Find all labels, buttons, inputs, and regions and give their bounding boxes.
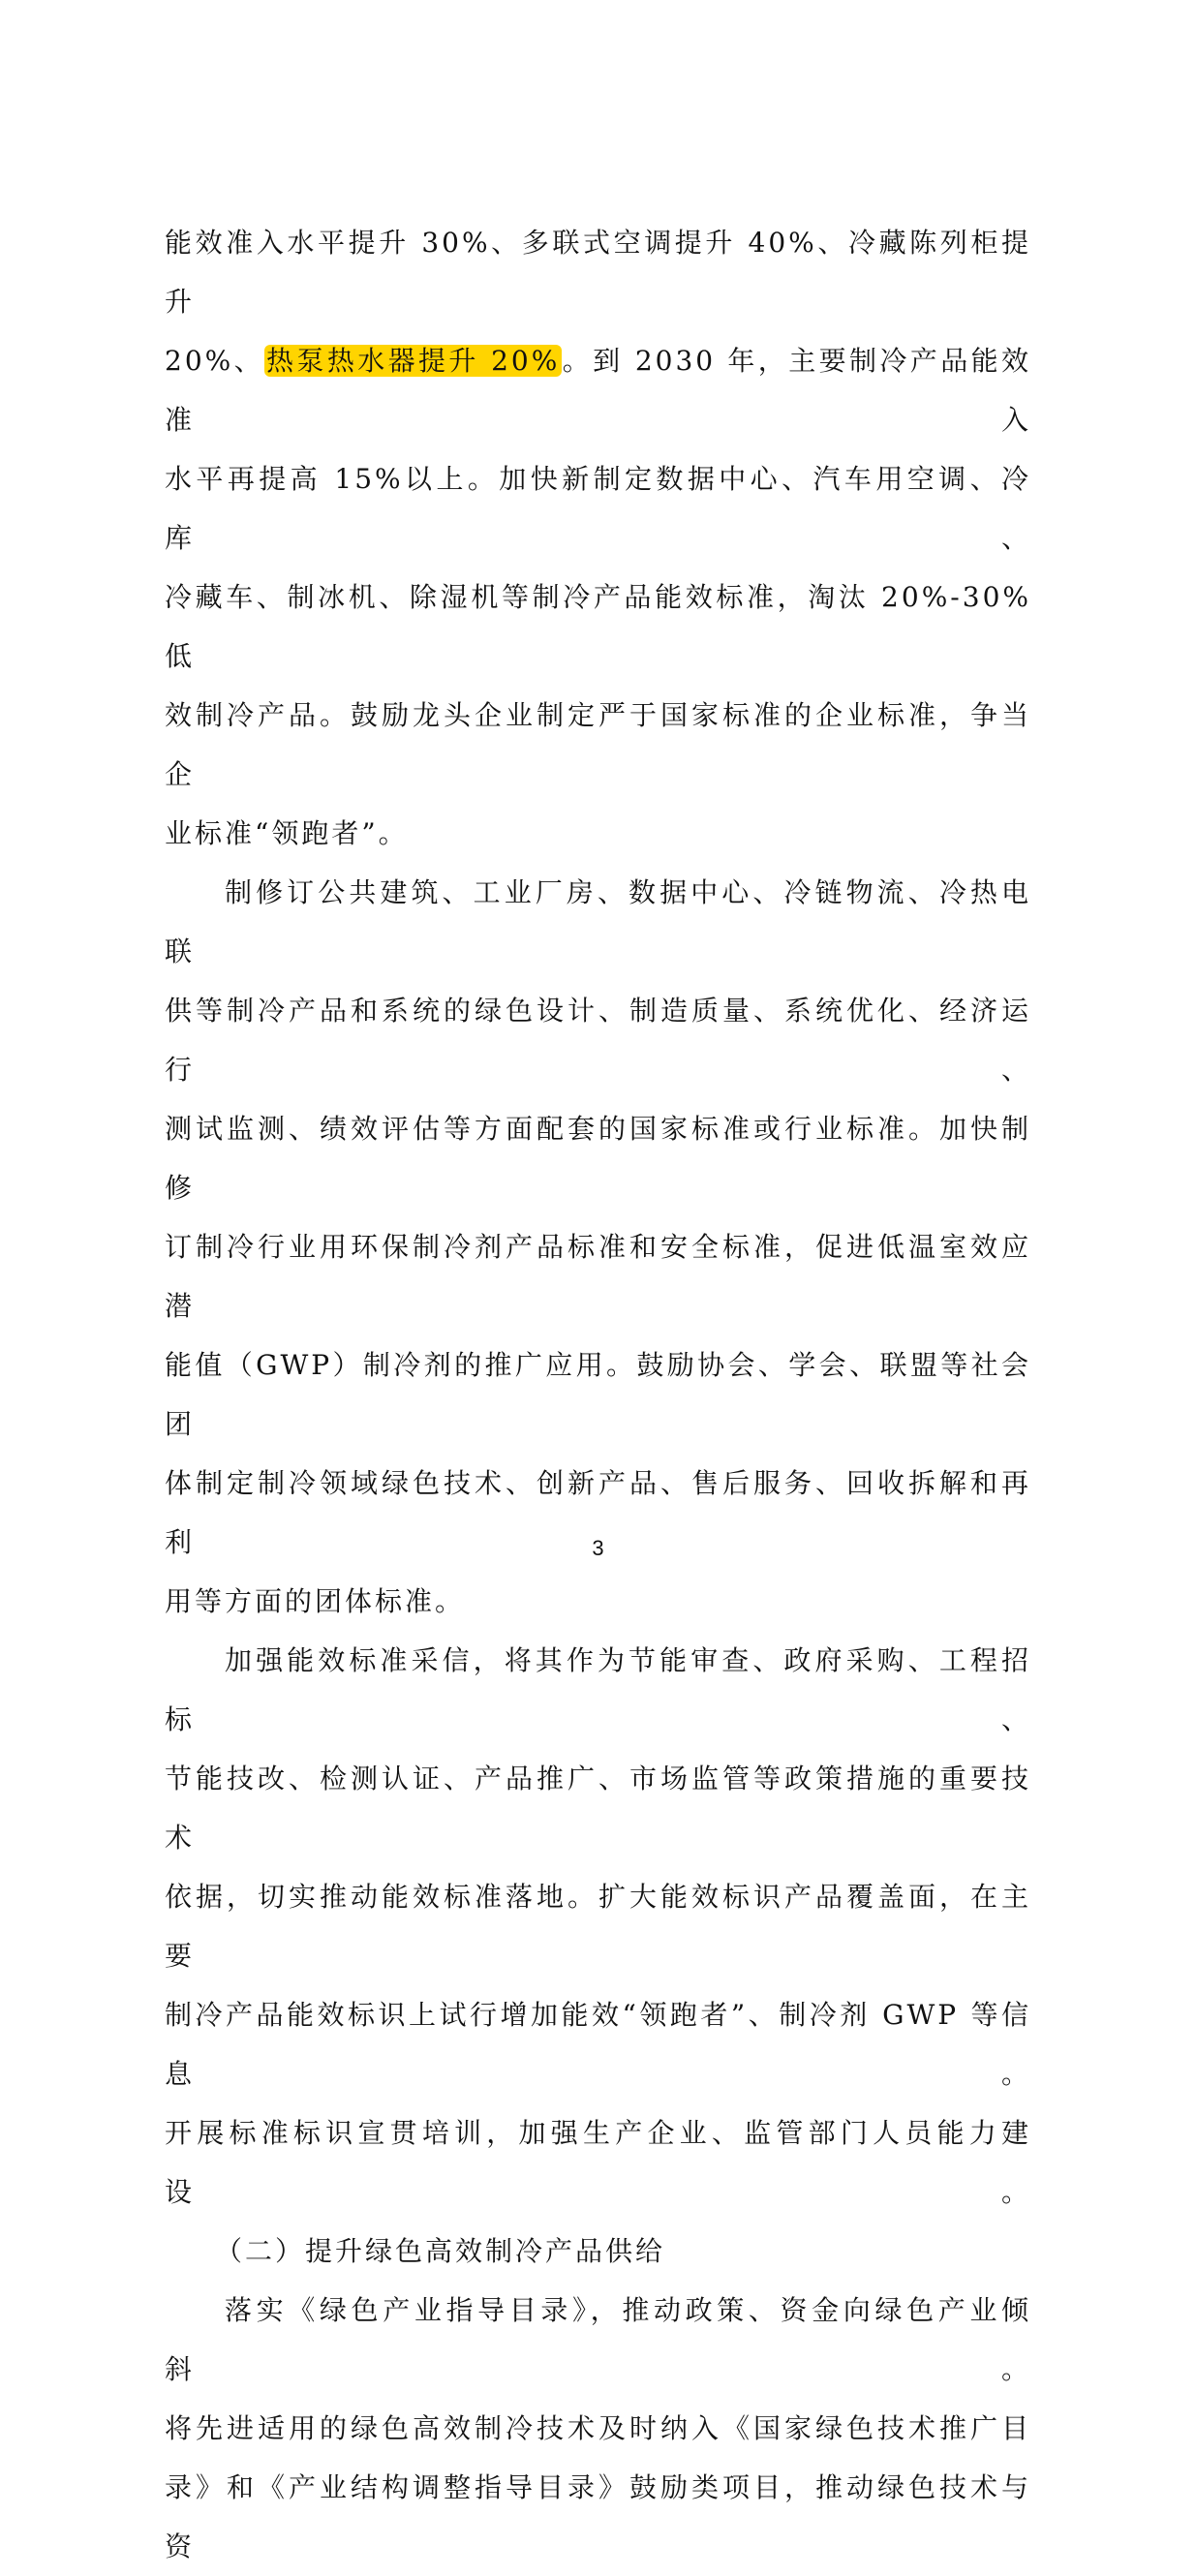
text-line: 冷藏车、制冰机、除湿机等制冷产品能效标准，淘汰 20%-30%低: [165, 581, 1031, 672]
text-line: 制冷产品能效标识上试行增加能效“领跑者”、制冷剂 GWP 等信息。: [165, 1999, 1031, 2090]
section-heading: （二）提升绿色高效制冷产品供给: [215, 2235, 666, 2267]
text-line: 业标准“领跑者”。: [165, 817, 409, 849]
text-line: 能效准入水平提升 30%、多联式空调提升 40%、冷藏陈列柜提升: [165, 227, 1031, 318]
page-number: 3: [592, 1536, 604, 1560]
text-line: 订制冷行业用环保制冷剂产品标准和安全标准，促进低温室效应潜: [165, 1231, 1031, 1322]
paragraph-2: [165, 863, 1031, 1631]
text-line: 能值（GWP）制冷剂的推广应用。鼓励协会、学会、联盟等社会团: [165, 1349, 1031, 1440]
text-line-with-highlight: [165, 331, 1031, 449]
text-line: 录》和《产业结构调整指导目录》鼓励类项目，推动绿色技术与资: [165, 2471, 1031, 2562]
text-line: 供等制冷产品和系统的绿色设计、制造质量、系统优化、经济运行、: [165, 995, 1031, 1086]
text-line: 将先进适用的绿色高效制冷技术及时纳入《国家绿色技术推广目: [165, 2412, 1031, 2444]
paragraph-1: [165, 213, 1031, 863]
text-line: 落实《绿色产业指导目录》，推动政策、资金向绿色产业倾斜。: [165, 2294, 1031, 2385]
text-fragment: 20%、: [165, 345, 265, 377]
text-fragment: 。到 2030 年，主要制冷产品能效准入: [165, 345, 1031, 436]
body-text: [165, 213, 1031, 2576]
text-line: 节能技改、检测认证、产品推广、市场监管等政策措施的重要技术: [165, 1763, 1031, 1854]
text-line: 体制定制冷领域绿色技术、创新产品、售后服务、回收拆解和再利: [165, 1467, 1031, 1558]
paragraph-4: [165, 2281, 1031, 2576]
text-line: 开展标准标识宣贯培训，加强生产企业、监管部门人员能力建设。: [165, 2117, 1031, 2208]
highlighted-text: 热泵热水器提升 20%: [266, 345, 561, 377]
text-line: 水平再提高 15%以上。加快新制定数据中心、汽车用空调、冷库、: [165, 463, 1031, 554]
text-line: 测试监测、绩效评估等方面配套的国家标准或行业标准。加快制修: [165, 1113, 1031, 1204]
text-line: 效制冷产品。鼓励龙头企业制定严于国家标准的企业标准，争当企: [165, 699, 1031, 790]
paragraph-3: [165, 1631, 1031, 2222]
text-line: 依据，切实推动能效标准落地。扩大能效标识产品覆盖面，在主要: [165, 1881, 1031, 1972]
text-line: 用等方面的团体标准。: [165, 1585, 466, 1617]
text-line: 加强能效标准采信，将其作为节能审查、政府采购、工程招标、: [165, 1644, 1031, 1735]
text-line: 制修订公共建筑、工业厂房、数据中心、冷链物流、冷热电联: [165, 876, 1031, 967]
